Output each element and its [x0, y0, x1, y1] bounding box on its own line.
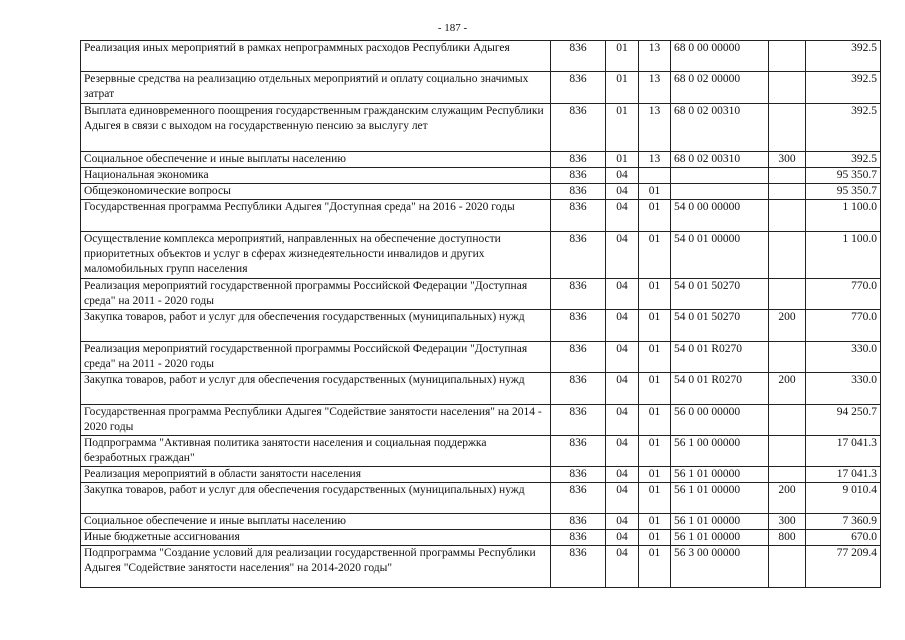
- row-type-cell: [769, 279, 806, 310]
- row-ministry-cell: 836: [551, 279, 606, 310]
- table-row: [81, 279, 881, 310]
- row-ministry-cell: 836: [551, 546, 606, 588]
- row-name-cell: Государственная программа Республики Адыгея "Содействие занятости населения" на 2014 - 2020 годы: [81, 405, 551, 436]
- row-name-cell: Реализация мероприятий государственной программы Российской Федерации "Доступная среда" на 2011 - 2020 годы: [81, 342, 551, 373]
- row-subsection-cell: 01: [639, 310, 671, 342]
- row-amount-cell: 17 041.3: [806, 436, 881, 467]
- row-ministry-cell: 836: [551, 530, 606, 546]
- row-section-cell: 04: [606, 436, 639, 467]
- row-target-cell: 68 0 02 00310: [671, 104, 769, 152]
- row-target-cell: 54 0 00 00000: [671, 200, 769, 232]
- row-section-cell: 04: [606, 342, 639, 373]
- row-type-cell: 200: [769, 483, 806, 514]
- row-subsection-cell: 01: [639, 232, 671, 279]
- row-amount-cell: 770.0: [806, 279, 881, 310]
- row-ministry-cell: 836: [551, 310, 606, 342]
- row-target-cell: 56 3 00 00000: [671, 546, 769, 588]
- row-name-cell: Реализация иных мероприятий в рамках непрограммных расходов Республики Адыгея: [81, 41, 551, 72]
- row-ministry-cell: 836: [551, 184, 606, 200]
- row-target-cell: 68 0 02 00310: [671, 152, 769, 168]
- row-section-cell: 01: [606, 104, 639, 152]
- table-row: [81, 405, 881, 436]
- row-type-cell: 200: [769, 310, 806, 342]
- row-subsection-cell: 01: [639, 405, 671, 436]
- row-target-cell: 56 1 01 00000: [671, 467, 769, 483]
- row-subsection-cell: 01: [639, 483, 671, 514]
- row-type-cell: 300: [769, 152, 806, 168]
- row-section-cell: 04: [606, 546, 639, 588]
- row-type-cell: [769, 168, 806, 184]
- row-type-cell: 300: [769, 514, 806, 530]
- row-section-cell: 04: [606, 310, 639, 342]
- table-row: [81, 104, 881, 152]
- row-type-cell: [769, 72, 806, 104]
- row-target-cell: 54 0 01 R0270: [671, 373, 769, 405]
- row-target-cell: 56 1 01 00000: [671, 483, 769, 514]
- row-ministry-cell: 836: [551, 373, 606, 405]
- row-ministry-cell: 836: [551, 514, 606, 530]
- row-amount-cell: 95 350.7: [806, 168, 881, 184]
- row-section-cell: 04: [606, 514, 639, 530]
- row-name-cell: Выплата единовременного поощрения государственным гражданским служащим Республики Адыгея в связи с выходом на государственную пенсию за выслугу лет: [81, 104, 551, 152]
- row-name-cell: Резервные средства на реализацию отдельных мероприятий и оплату социально значимых затрат: [81, 72, 551, 104]
- row-subsection-cell: 01: [639, 436, 671, 467]
- row-subsection-cell: 13: [639, 72, 671, 104]
- row-section-cell: 04: [606, 232, 639, 279]
- row-ministry-cell: 836: [551, 200, 606, 232]
- table-row: [81, 467, 881, 483]
- row-section-cell: 04: [606, 184, 639, 200]
- row-amount-cell: 392.5: [806, 104, 881, 152]
- table-row: [81, 152, 881, 168]
- row-target-cell: 56 1 01 00000: [671, 514, 769, 530]
- row-amount-cell: 770.0: [806, 310, 881, 342]
- row-ministry-cell: 836: [551, 104, 606, 152]
- row-amount-cell: 1 100.0: [806, 232, 881, 279]
- row-type-cell: [769, 405, 806, 436]
- row-ministry-cell: 836: [551, 152, 606, 168]
- row-subsection-cell: 01: [639, 342, 671, 373]
- row-type-cell: 200: [769, 373, 806, 405]
- table-row: [81, 514, 881, 530]
- row-amount-cell: 392.5: [806, 72, 881, 104]
- row-target-cell: [671, 184, 769, 200]
- row-name-cell: Подпрограмма "Создание условий для реализации государственной программы Республики Адыгея "Содействие занятости населения" на 2014-2020 годы": [81, 546, 551, 588]
- row-amount-cell: 95 350.7: [806, 184, 881, 200]
- row-type-cell: [769, 546, 806, 588]
- page-number: - 187 -: [437, 22, 468, 34]
- table-row: [81, 72, 881, 104]
- row-ministry-cell: 836: [551, 405, 606, 436]
- row-amount-cell: 17 041.3: [806, 467, 881, 483]
- row-subsection-cell: 01: [639, 530, 671, 546]
- row-amount-cell: 94 250.7: [806, 405, 881, 436]
- row-ministry-cell: 836: [551, 467, 606, 483]
- row-subsection-cell: 01: [639, 200, 671, 232]
- row-amount-cell: 7 360.9: [806, 514, 881, 530]
- table-row: [81, 436, 881, 467]
- row-target-cell: 68 0 00 00000: [671, 41, 769, 72]
- row-target-cell: 54 0 01 00000: [671, 232, 769, 279]
- row-name-cell: Закупка товаров, работ и услуг для обеспечения государственных (муниципальных) нужд: [81, 310, 551, 342]
- row-subsection-cell: 13: [639, 104, 671, 152]
- row-subsection-cell: 13: [639, 152, 671, 168]
- row-amount-cell: 392.5: [806, 41, 881, 72]
- table-row: [81, 483, 881, 514]
- budget-table-body: [81, 41, 881, 588]
- row-type-cell: [769, 200, 806, 232]
- row-section-cell: 04: [606, 530, 639, 546]
- table-row: [81, 373, 881, 405]
- row-type-cell: [769, 184, 806, 200]
- row-type-cell: [769, 436, 806, 467]
- row-subsection-cell: 01: [639, 546, 671, 588]
- row-target-cell: 54 0 01 50270: [671, 310, 769, 342]
- row-target-cell: 56 0 00 00000: [671, 405, 769, 436]
- row-target-cell: 54 0 01 50270: [671, 279, 769, 310]
- row-name-cell: Осуществление комплекса мероприятий, направленных на обеспечение доступности приоритетных объектов и услуг в сферах жизнедеятельности инвалидов и других маломобильных групп населения: [81, 232, 551, 279]
- row-target-cell: 56 1 00 00000: [671, 436, 769, 467]
- row-type-cell: [769, 467, 806, 483]
- row-name-cell: Социальное обеспечение и иные выплаты населению: [81, 152, 551, 168]
- row-ministry-cell: 836: [551, 41, 606, 72]
- table-row: [81, 232, 881, 279]
- row-target-cell: 56 1 01 00000: [671, 530, 769, 546]
- row-section-cell: 01: [606, 152, 639, 168]
- row-amount-cell: 392.5: [806, 152, 881, 168]
- row-section-cell: 04: [606, 483, 639, 514]
- row-amount-cell: 670.0: [806, 530, 881, 546]
- table-row: [81, 310, 881, 342]
- row-name-cell: Реализация мероприятий в области занятости населения: [81, 467, 551, 483]
- row-ministry-cell: 836: [551, 436, 606, 467]
- table-row: [81, 41, 881, 72]
- row-name-cell: Реализация мероприятий государственной программы Российской Федерации "Доступная среда" на 2011 - 2020 годы: [81, 279, 551, 310]
- row-subsection-cell: [639, 168, 671, 184]
- row-target-cell: 68 0 02 00000: [671, 72, 769, 104]
- row-type-cell: [769, 342, 806, 373]
- row-type-cell: [769, 104, 806, 152]
- row-name-cell: Национальная экономика: [81, 168, 551, 184]
- row-ministry-cell: 836: [551, 168, 606, 184]
- row-subsection-cell: 01: [639, 467, 671, 483]
- table-row: [81, 530, 881, 546]
- row-ministry-cell: 836: [551, 232, 606, 279]
- row-type-cell: [769, 232, 806, 279]
- row-amount-cell: 77 209.4: [806, 546, 881, 588]
- row-subsection-cell: 01: [639, 514, 671, 530]
- row-section-cell: 01: [606, 72, 639, 104]
- row-section-cell: 04: [606, 200, 639, 232]
- row-type-cell: [769, 41, 806, 72]
- table-row: [81, 200, 881, 232]
- row-subsection-cell: 01: [639, 184, 671, 200]
- table-row: [81, 168, 881, 184]
- row-subsection-cell: 01: [639, 373, 671, 405]
- row-section-cell: 04: [606, 168, 639, 184]
- row-amount-cell: 330.0: [806, 373, 881, 405]
- table-row: [81, 342, 881, 373]
- row-section-cell: 01: [606, 41, 639, 72]
- row-section-cell: 04: [606, 467, 639, 483]
- row-section-cell: 04: [606, 279, 639, 310]
- row-subsection-cell: 01: [639, 279, 671, 310]
- budget-table: [80, 40, 881, 588]
- row-subsection-cell: 13: [639, 41, 671, 72]
- row-section-cell: 04: [606, 405, 639, 436]
- row-name-cell: Закупка товаров, работ и услуг для обеспечения государственных (муниципальных) нужд: [81, 483, 551, 514]
- row-amount-cell: 1 100.0: [806, 200, 881, 232]
- row-name-cell: Социальное обеспечение и иные выплаты населению: [81, 514, 551, 530]
- row-name-cell: Закупка товаров, работ и услуг для обеспечения государственных (муниципальных) нужд: [81, 373, 551, 405]
- row-name-cell: Государственная программа Республики Адыгея "Доступная среда" на 2016 - 2020 годы: [81, 200, 551, 232]
- row-ministry-cell: 836: [551, 483, 606, 514]
- row-name-cell: Общеэкономические вопросы: [81, 184, 551, 200]
- row-ministry-cell: 836: [551, 72, 606, 104]
- table-row: [81, 546, 881, 588]
- row-section-cell: 04: [606, 373, 639, 405]
- row-name-cell: Подпрограмма "Активная политика занятости населения и социальная поддержка безработных граждан": [81, 436, 551, 467]
- row-target-cell: 54 0 01 R0270: [671, 342, 769, 373]
- row-amount-cell: 9 010.4: [806, 483, 881, 514]
- row-amount-cell: 330.0: [806, 342, 881, 373]
- row-ministry-cell: 836: [551, 342, 606, 373]
- row-type-cell: 800: [769, 530, 806, 546]
- row-name-cell: Иные бюджетные ассигнования: [81, 530, 551, 546]
- table-row: [81, 184, 881, 200]
- row-target-cell: [671, 168, 769, 184]
